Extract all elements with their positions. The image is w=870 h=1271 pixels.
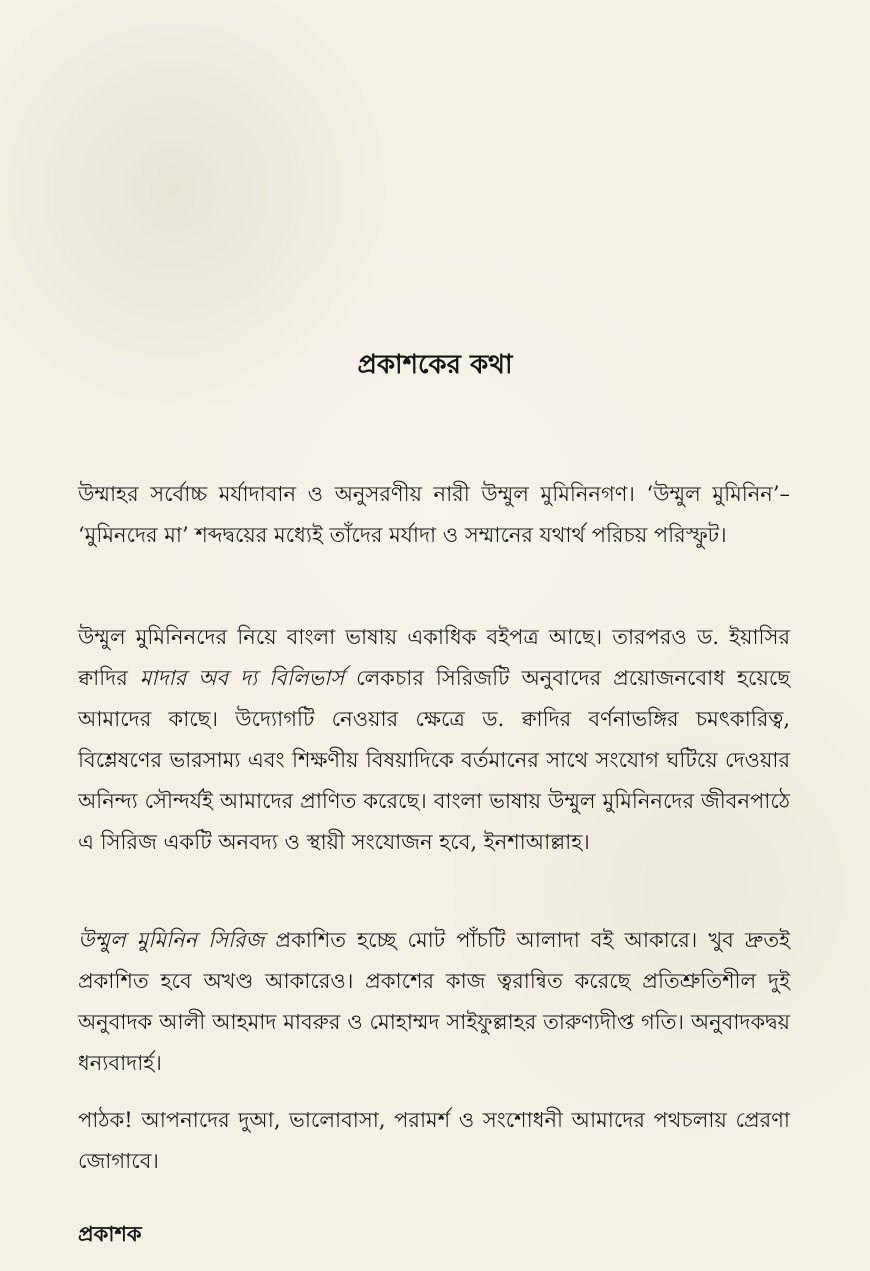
page-title: প্রকাশকের কথা <box>357 350 513 380</box>
paragraph-publication <box>78 920 790 1084</box>
paragraph-intro: উম্মাহর সর্বোচ্চ মর্যাদাবান ও অনুসরণীয় নারী উম্মুল মুমিনিনগণ। ‘উম্মুল মুমিনিন’– ‘মুমিনদের মা’ শব্দদ্বয়ের মধ্যেই তাঁদের মর্যাদা ও সম্মানের যথার্থ পরিচয় পরিস্ফুট। <box>78 482 790 547</box>
paragraph-text: প্রকাশিত হচ্ছে মোট পাঁচটি আলাদা বই আকারে। খুব দ্রুতই প্রকাশিত হবে অখণ্ড আকারেও। প্রকাশের কাজ ত্বরান্বিত করেছে প্রতিশ্রুতিশীল দুই অনুবাদক আলী আহমাদ মাবরুর ও মোহাম্মদ সাইফুল্লাহর তারুণ্যদীপ্ত গতি। অনুবাদকদ্বয় ধন্যবাদার্হ। <box>78 928 790 1075</box>
paragraph-reader-note: পাঠক! আপনাদের দুআ, ভালোবাসা, পরামর্শ ও সংশোধনী আমাদের পথচলায় প্রেরণা জোগাবে। <box>78 1108 790 1173</box>
publisher-signature: প্রকাশক <box>78 1222 142 1246</box>
series-title: উম্মুল মুমিনিন সিরিজ <box>78 928 265 952</box>
paragraph-text: লেকচার সিরিজটি অনুবাদের প্রয়োজনবোধ হয়েছে আমাদের কাছে। উদ্যোগটি নেওয়ার ক্ষেত্রে ড. ক্বাদির বর্ণনাভঙ্গির চমৎকারিত্ব, বিশ্লেষণের ভারসাম্য এবং শিক্ষণীয় বিষয়াদিকে বর্তমানের সাথে সংযোগ ঘটিয়ে দেওয়ার অনিন্দ্য সৌন্দর্যই আমাদের প্রাণিত করেছে। বাংলা ভাষায় উম্মুল মুমিনিনদের জীবনপাঠে এ সিরিজ একটি অনবদ্য ও স্থায়ী সংযোজন হবে, ইনশাআল্লাহ। <box>78 666 790 854</box>
paragraph-translation-reason <box>78 617 790 863</box>
paragraph-text: উম্মুল মুমিনিনদের নিয়ে বাংলা ভাষায় একাধিক বইপত্র আছে। তারপরও ড. ইয়াসির ক্বাদির <box>78 625 790 690</box>
lecture-series-title: মাদার অব দ্য বিলিভার্স <box>139 666 345 690</box>
